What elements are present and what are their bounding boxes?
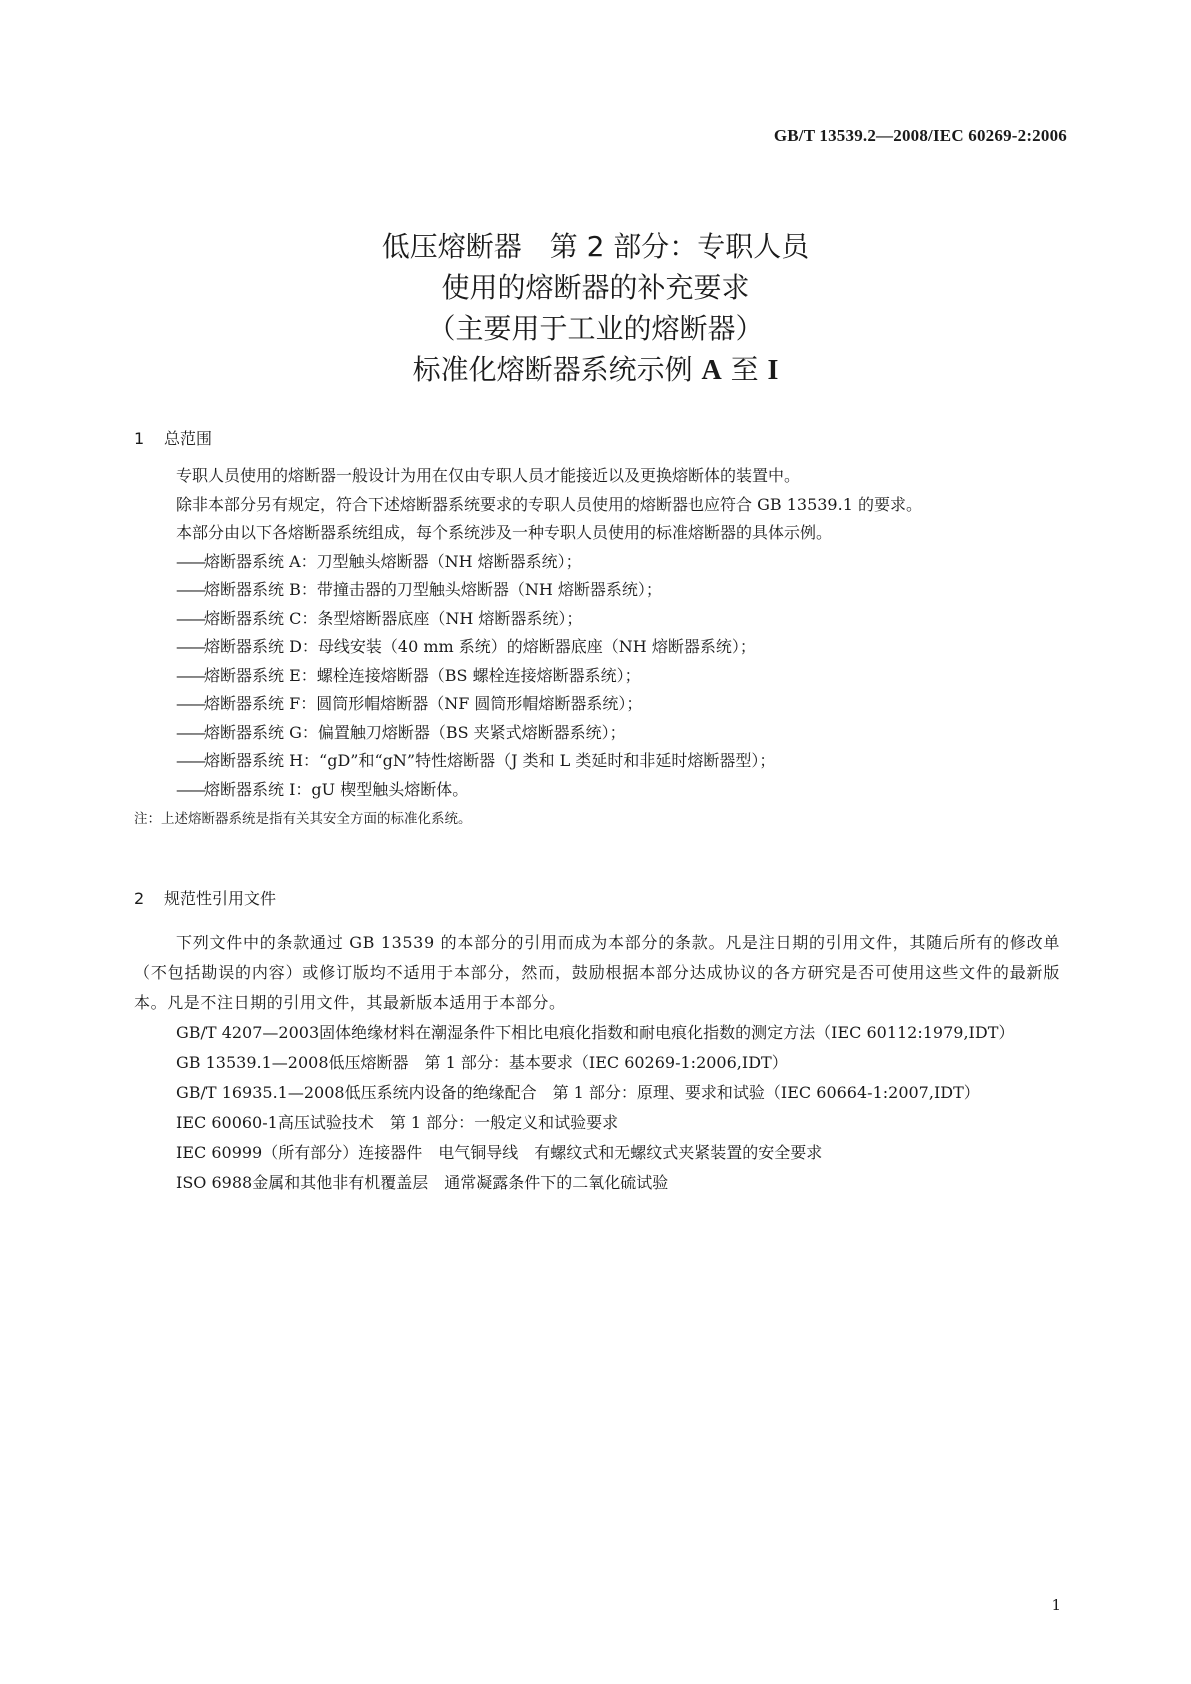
section-1-number: 1 [134,429,145,448]
reference-item: ISO 6988金属和其他非有机覆盖层 通常凝露条件下的二氧化硫试验 [176,1173,669,1192]
list-item: ——熔断器系统 E：螺栓连接熔断器（BS 螺栓连接熔断器系统）； [176,665,641,685]
list-item: ——熔断器系统 C：条型熔断器底座（NH 熔断器系统）； [176,608,583,628]
reference-item: IEC 60999（所有部分）连接器件 电气铜导线 有螺纹式和无螺纹式夹紧装置的安全要求 [176,1143,823,1162]
list-item: ——熔断器系统 B：带撞击器的刀型触头熔断器（NH 熔断器系统）； [176,580,662,599]
title-line-3: （主要用于工业的熔断器） [427,312,764,345]
section-1-paragraph-1: 专职人员使用的熔断器一般设计为用在仅由专职人员才能接近以及更换熔断体的装置中。 [176,466,801,485]
title-line-4-mid: 至 [721,353,768,386]
reference-item: GB/T 16935.1—2008低压系统内设备的绝缘配合 第 1 部分：原理、要求和试验（IEC 60664-1:2007,IDT） [176,1083,980,1102]
title-line-4 [0,349,1191,391]
reference-item: IEC 60060-1高压试验技术 第 1 部分：一般定义和试验要求 [176,1113,619,1132]
list-item: ——熔断器系统 D：母线安装（40 mm 系统）的熔断器底座（NH 熔断器系统）； [176,637,756,656]
title-letter-a: A [701,355,722,386]
reference-item: GB 13539.1—2008低压熔断器 第 1 部分：基本要求（IEC 60269-1:2006,IDT） [176,1053,788,1072]
title-line-4-prefix: 标准化熔断器系统示例 [412,353,702,386]
list-item: ——熔断器系统 I：gU 楔型触头熔断体。 [176,779,469,799]
title-line-2: 使用的熔断器的补充要求 [441,271,750,304]
standard-code: GB/T 13539.2—2008/IEC 60269-2:2006 [773,126,1067,145]
page-number: 1 [1051,1596,1061,1614]
section-1-note: 注：上述熔断器系统是指有关其安全方面的标准化系统。 [134,811,472,827]
document-title [0,226,1191,391]
section-2-heading [134,886,276,909]
list-item: ——熔断器系统 H：“gD”和“gN”特性熔断器（J 类和 L 类延时和非延时熔断器型）； [176,751,776,770]
section-2-intro: 下列文件中的条款通过 GB 13539 的本部分的引用而成为本部分的条款。凡是注日期的引用文件，其随后所有的修改单（不包括勘误的内容）或修订版均不适用于本部分，然而，鼓励根据本部分达成协议的各方研究是否可使用这些文件的最新版本。凡是不注日期的引用文件，其最新版本适用于本部分。 [134,933,1060,1012]
list-item: ——熔断器系统 A：刀型触头熔断器（NH 熔断器系统）； [176,551,582,571]
list-item: ——熔断器系统 F：圆筒形帽熔断器（NF 圆筒形帽熔断器系统）； [176,694,643,713]
title-letter-i: I [767,355,779,386]
section-1-title: 总范围 [164,429,213,448]
section-1-body [134,462,1060,834]
title-line-1: 低压熔断器 第 2 部分：专职人员 [381,230,810,263]
section-1-paragraph-3: 本部分由以下各熔断器系统组成，每个系统涉及一种专职人员使用的标准熔断器的具体示例。 [176,523,833,542]
section-1-paragraph-2: 除非本部分另有规定，符合下述熔断器系统要求的专职人员使用的熔断器也应符合 GB 13539.1 的要求。 [176,494,922,514]
section-2-number: 2 [134,889,145,908]
reference-item: GB/T 4207—2003固体绝缘材料在潮湿条件下相比电痕化指数和耐电痕化指数的测定方法（IEC 60112:1979,IDT） [176,1023,1015,1042]
list-item: ——熔断器系统 G：偏置触刀熔断器（BS 夹紧式熔断器系统）； [176,722,626,742]
section-2-body [134,928,1060,1198]
section-2-title: 规范性引用文件 [164,889,277,908]
section-1-heading [134,426,212,449]
